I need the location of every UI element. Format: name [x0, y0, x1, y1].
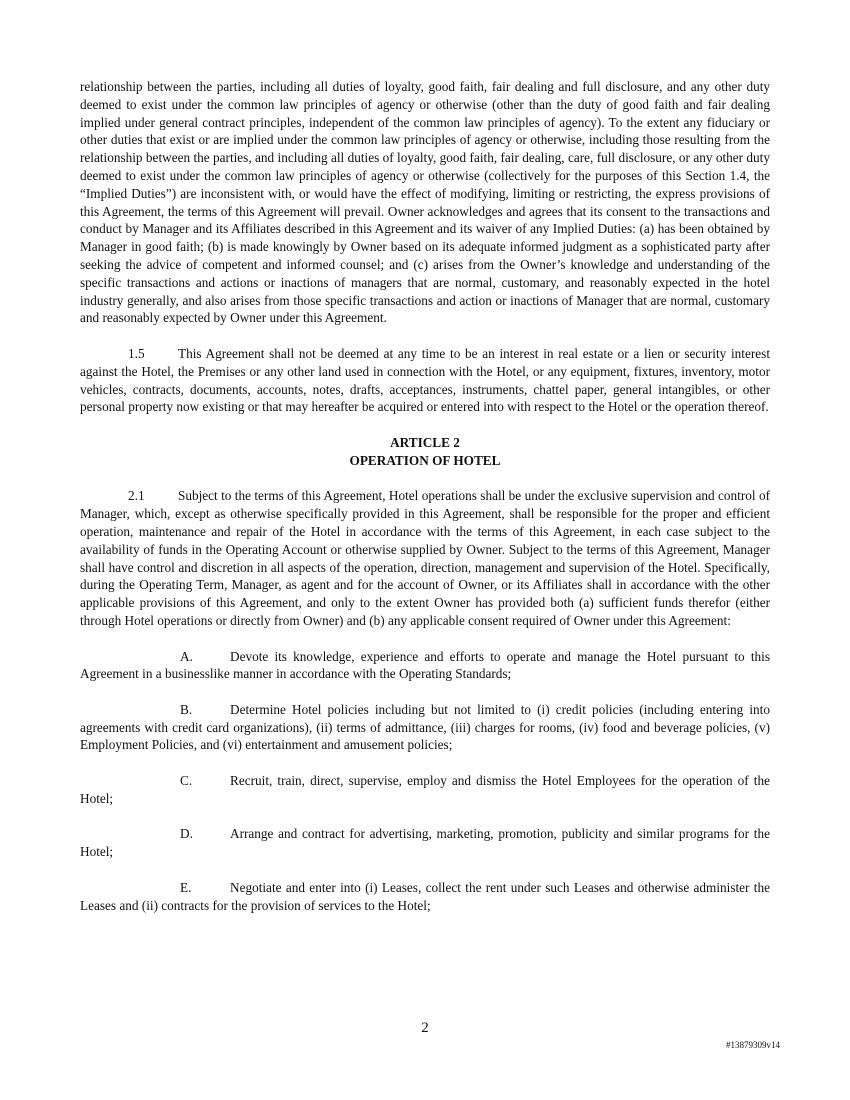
item-text: Determine Hotel policies including but not limited to (i) credit policies (including entering into agreements with credit card organizations), (ii) terms of admittance, (iii) charges for rooms, (iv) food and beverage policies, (v) Employment Policies, and (vi) entertainment and amusement policies; [80, 701, 770, 753]
section-2-1 [80, 487, 770, 629]
list-item-b [80, 701, 770, 754]
document-id: #13879309v14 [726, 1040, 780, 1050]
article-number: ARTICLE 2 [390, 434, 460, 450]
section-text: This Agreement shall not be deemed at any time to be an interest in real estate or a lien or security interest against the Hotel, the Premises or any other land used in connection with the Hotel, or any equipment, fixtures, inventory, motor vehicles, contracts, documents, accounts, notes, drafts, acceptances, instruments, chattel paper, general intangibles, or other personal property now existing or that may hereafter be acquired or entered into with respect to the Hotel or the operation thereof. [80, 345, 770, 415]
list-item-a [80, 648, 770, 684]
list-item-c [80, 772, 770, 808]
document-page [80, 78, 770, 914]
section-1-5 [80, 345, 770, 416]
continuation-paragraph: relationship between the parties, including all duties of loyalty, good faith, fair dealing and full disclosure, and any other duty deemed to exist under the common law principles of agency or otherwise (other than the duty of good faith and fair dealing implied under general contract principles, independent of the common law principles of agency). To the extent any fiduciary or other duties that exist or are implied under the common law principles of agency or otherwise, including those resulting from the relationship between the parties, and including all duties of loyalty, good faith, fair dealing, care, full disclosure, or any other duty deemed to exist under the common law principles of agency or otherwise (collectively for the purposes of this Section 1.4, the “Implied Duties”) are inconsistent with, or would have the effect of modifying, limiting or restricting, the express provisions of this Agreement, the terms of this Agreement will prevail. Owner acknowledges and agrees that its consent to the transactions and conduct by Manager and its Affiliates described in this Agreement and its waiver of any Implied Duties: (a) has been obtained by Manager in good faith; (b) is made knowingly by Owner based on its adequate informed judgment as a sophisticated party after seeking the advice of competent and informed counsel; and (c) arises from the Owner’s knowledge and understanding of the specific transactions and actions or inactions of managers that are normal, customary, and reasonably expected in the hotel industry generally, and also arises from those specific transactions and action or inactions of Manager that are normal, customary and reasonably expected by Owner under this Agreement. [80, 79, 770, 326]
item-label: A. [180, 648, 193, 664]
item-text: Devote its knowledge, experience and efforts to operate and manage the Hotel pursuant to this Agreement in a businesslike manner in accordance with the Operating Standards; [80, 648, 770, 682]
item-text: Arrange and contract for advertising, marketing, promotion, publicity and similar programs for the Hotel; [80, 826, 770, 860]
item-label: E. [180, 879, 192, 895]
page-number: 2 [421, 1020, 429, 1036]
list-item-d [80, 825, 770, 861]
article-title: OPERATION OF HOTEL [349, 452, 501, 468]
item-text: Negotiate and enter into (i) Leases, collect the rent under such Leases and otherwise administer the Leases and (ii) contracts for the provision of services to the Hotel; [80, 879, 770, 913]
section-number: 1.5 [128, 345, 145, 361]
item-text: Recruit, train, direct, supervise, employ and dismiss the Hotel Employees for the operation of the Hotel; [80, 773, 770, 806]
item-label: C. [180, 773, 193, 789]
section-text: Subject to the terms of this Agreement, Hotel operations shall be under the exclusive supervision and control of Manager, which, except as otherwise specifically provided in this Agreement, shall be responsible for the proper and efficient operation, maintenance and repair of the Hotel in accordance with the terms of this Agreement, in each case subject to the availability of funds in the Operating Account or otherwise supplied by Owner. Subject to the terms of this Agreement, Manager shall have control and discretion in all aspects of the operation, direction, management and supervision of the Hotel. Specifically, during the Operating Term, Manager, as agent and for the account of Owner, or its Affiliates shall in accordance with the other applicable provisions of this Agreement, and only to the extent Owner has provided both (a) sufficient funds therefor (either through Hotel operations or directly from Owner) and (b) any applicable consent required of Owner under this Agreement: [80, 488, 770, 628]
item-label: B. [180, 701, 193, 717]
item-label: D. [180, 826, 193, 842]
list-item-e [80, 879, 770, 915]
section-number: 2.1 [128, 488, 145, 504]
